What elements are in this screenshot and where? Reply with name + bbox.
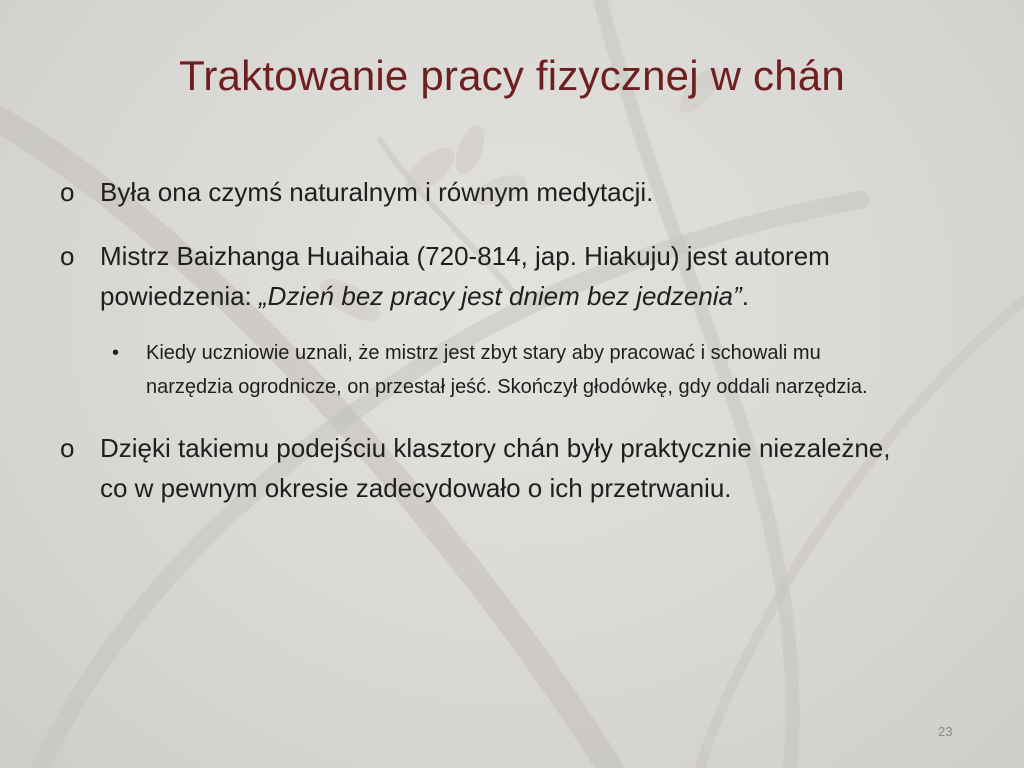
bullet-text-plain: Mistrz Baizhanga Huaihaia (720-814, jap. Hiakuju) jest autorem powiedzenia: [100,241,830,311]
sub-bullet-item [112,336,900,404]
page-number: 23 [938,724,953,739]
bullet-item [60,236,900,316]
bullet-text: Była ona czymś naturalnym i równym medytacji. [100,177,654,207]
slide-title: Traktowanie pracy fizycznej w chán [179,52,845,99]
bullet-quote: „Dzień bez pracy jest dniem bez jedzenia” [259,281,742,311]
bullet-list [60,172,900,508]
dot-bullet-icon: • [112,342,120,364]
sub-bullet-text: Kiedy uczniowie uznali, że mistrz jest zbyt stary aby pracować i schowali mu narzędzia ogrodnicze, on przestał jeść. Skończył głodówkę, gdy oddali narzędzia. [146,342,868,398]
bullet-item [60,428,900,508]
bullet-text [100,236,900,316]
bullet-text-end: . [741,281,749,311]
hollow-circle-bullet-icon: o [60,177,75,207]
bullet-item [60,172,900,212]
bullet-text: Dzięki takiemu podejściu klasztory chán były praktycznie niezależne, co w pewnym okresie zadecydowało o ich przetrwaniu. [100,433,891,503]
petal-shape [450,121,490,178]
hollow-circle-bullet-icon: o [60,433,75,463]
hollow-circle-bullet-icon: o [60,241,75,271]
